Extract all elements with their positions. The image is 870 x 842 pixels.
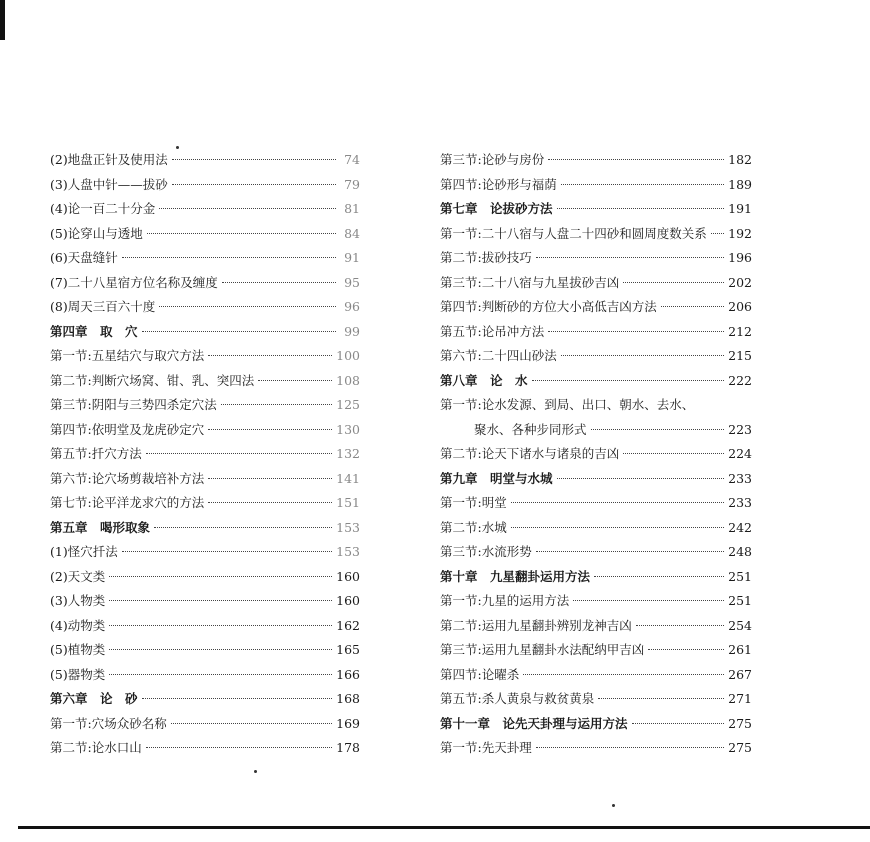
toc-title: 第七章 论拔砂方法	[440, 201, 553, 216]
toc-dot-leader	[532, 380, 725, 381]
toc-dot-leader	[636, 625, 724, 626]
toc-page-number: 168	[336, 691, 360, 706]
toc-dot-leader	[548, 159, 724, 160]
toc-dot-leader	[661, 306, 724, 307]
toc-page-number: 202	[728, 274, 752, 290]
toc-entry-row	[50, 712, 360, 737]
toc-dot-leader	[536, 747, 724, 748]
toc-dot-leader	[623, 282, 724, 283]
toc-dot-leader	[208, 502, 332, 503]
toc-entry-row	[440, 393, 752, 418]
page-bottom-rule	[18, 826, 870, 829]
toc-page-number: 192	[728, 225, 752, 241]
toc-page-number: 108	[336, 372, 360, 388]
toc-dot-leader	[109, 625, 332, 626]
toc-entry-row	[50, 418, 360, 443]
toc-chapter-row	[440, 712, 752, 737]
toc-dot-leader	[222, 282, 336, 283]
toc-dot-leader	[122, 257, 336, 258]
toc-title: 第四节:论曜杀	[440, 666, 520, 682]
toc-dot-leader	[623, 453, 724, 454]
toc-title: 第十章 九星翻卦运用方法	[440, 568, 591, 584]
toc-title: (7)二十八星宿方位名称及缠度	[50, 274, 218, 290]
toc-title: 第二节:论天下诸水与诸泉的吉凶	[440, 446, 620, 461]
toc-dot-leader	[109, 576, 332, 577]
toc-entry-row	[50, 173, 360, 198]
toc-title: 第三节:运用九星翻卦水法配纳甲吉凶	[440, 642, 645, 657]
toc-dot-leader	[557, 478, 725, 479]
toc-title: (6)天盘缝针	[50, 250, 118, 265]
toc-title: 第六章 论 砂	[50, 691, 138, 706]
toc-entry-row	[50, 736, 360, 761]
toc-title: 第六节:论穴场剪裁培补方法	[50, 470, 205, 486]
toc-dot-leader	[711, 233, 724, 234]
toc-title: 第二节:水城	[440, 519, 507, 535]
toc-dot-leader	[594, 576, 724, 577]
toc-title: 第二节:论水口山	[50, 740, 142, 755]
toc-page-number: 165	[336, 642, 360, 657]
toc-page-number: 242	[728, 519, 752, 535]
toc-title: 第四章 取 穴	[50, 323, 138, 339]
toc-page-number: 96	[344, 299, 360, 314]
toc-entry-row	[50, 148, 360, 173]
toc-entry-row	[440, 638, 752, 663]
scan-edge-mark	[0, 0, 5, 40]
toc-entry-row	[440, 246, 752, 271]
toc-entry-row	[50, 614, 360, 639]
toc-page-number: 191	[728, 201, 752, 216]
toc-title: (5)植物类	[50, 642, 106, 657]
toc-page-number: 233	[728, 470, 752, 486]
toc-title: 第五节:杀人黄泉与救贫黄泉	[440, 691, 595, 706]
toc-entry-row	[440, 540, 752, 565]
toc-title: 第一节:九星的运用方法	[440, 593, 570, 608]
toc-entry-row	[440, 173, 752, 198]
toc-entry-row	[440, 271, 752, 296]
toc-page-number: 91	[344, 250, 360, 265]
toc-page-number: 84	[344, 225, 360, 241]
toc-right-column	[440, 148, 752, 761]
toc-page-number: 178	[336, 740, 360, 755]
toc-title: (8)周天三百六十度	[50, 299, 156, 314]
toc-page-number: 166	[336, 666, 360, 682]
toc-entry-row	[440, 491, 752, 516]
toc-entry-row	[50, 491, 360, 516]
toc-dot-leader	[632, 723, 725, 724]
toc-entry-row	[50, 246, 360, 271]
toc-entry-row	[50, 589, 360, 614]
toc-chapter-row	[440, 369, 752, 394]
toc-entry-row	[50, 344, 360, 369]
toc-dot-leader	[511, 527, 724, 528]
toc-page-number: 95	[344, 274, 360, 290]
toc-page-number: 81	[344, 201, 360, 216]
toc-page-number: 160	[336, 568, 360, 584]
toc-dot-leader	[561, 355, 724, 356]
toc-entry-row	[50, 442, 360, 467]
toc-title: 第四节:依明堂及龙虎砂定穴	[50, 421, 205, 437]
toc-page-number: 189	[728, 176, 752, 192]
toc-entry-row	[440, 295, 752, 320]
toc-entry-row	[50, 222, 360, 247]
toc-title: 第五节:扦穴方法	[50, 446, 142, 461]
toc-page-number: 151	[336, 495, 360, 510]
toc-dot-leader	[598, 698, 724, 699]
toc-page-number: 248	[728, 544, 752, 559]
toc-chapter-row	[440, 197, 752, 222]
toc-dot-leader	[147, 233, 336, 234]
toc-entry-row	[50, 638, 360, 663]
toc-entry-row	[50, 663, 360, 688]
toc-title: (5)器物类	[50, 666, 106, 682]
toc-title: (2)天文类	[50, 568, 106, 584]
toc-page-number: 162	[336, 617, 360, 633]
toc-entry-row	[440, 589, 752, 614]
toc-page-number: 206	[728, 299, 752, 314]
toc-dot-leader	[154, 527, 332, 528]
toc-title: 第二节:拔砂技巧	[440, 250, 532, 265]
toc-entry-row	[440, 344, 752, 369]
toc-dot-leader	[208, 355, 332, 356]
toc-dot-leader	[122, 551, 332, 552]
toc-chapter-row	[50, 320, 360, 345]
toc-page-number: 271	[728, 691, 752, 706]
toc-page-number: 99	[344, 323, 360, 339]
toc-dot-leader	[523, 674, 724, 675]
scan-speck	[612, 804, 615, 807]
toc-title: 第九章 明堂与水城	[440, 470, 553, 486]
toc-title: 第三节:二十八宿与九星拔砂吉凶	[440, 274, 620, 290]
toc-title: (4)论一百二十分金	[50, 201, 156, 216]
toc-entry-row	[440, 516, 752, 541]
toc-page-number: 100	[336, 348, 360, 363]
toc-page-number: 251	[728, 593, 752, 608]
toc-page-number: 196	[728, 250, 752, 265]
toc-page-number: 79	[344, 176, 360, 192]
toc-title: 第一节:先天卦理	[440, 740, 532, 755]
toc-page-number: 153	[336, 519, 360, 535]
toc-page-number: 130	[336, 421, 360, 437]
toc-entry-row	[440, 418, 752, 443]
toc-title: 第一节:论水发源、到局、出口、朝水、去水、	[440, 397, 695, 412]
toc-title: 第三节:阴阳与三势四杀定穴法	[50, 397, 217, 412]
toc-dot-leader	[142, 331, 336, 332]
toc-entry-row	[440, 148, 752, 173]
toc-entry-row	[50, 271, 360, 296]
toc-title: 第三节:论砂与房份	[440, 152, 545, 167]
toc-dot-leader	[557, 208, 725, 209]
toc-dot-leader	[648, 649, 724, 650]
toc-dot-leader	[258, 380, 332, 381]
toc-dot-leader	[109, 649, 332, 650]
toc-page-number: 254	[728, 617, 752, 633]
toc-page-number: 132	[336, 446, 360, 461]
toc-title: 第一节:五星结穴与取穴方法	[50, 348, 205, 363]
toc-page-number: 222	[728, 372, 752, 388]
toc-title: (3)人物类	[50, 593, 106, 608]
toc-dot-leader	[159, 306, 336, 307]
toc-dot-leader	[208, 478, 332, 479]
toc-title: 第十一章 论先天卦理与运用方法	[440, 715, 628, 731]
toc-entry-row	[50, 369, 360, 394]
toc-page-number: 153	[336, 544, 360, 559]
toc-title: 聚水、各种步同形式	[474, 421, 587, 437]
toc-title: 第四节:判断砂的方位大小高低吉凶方法	[440, 299, 657, 314]
toc-chapter-row	[50, 516, 360, 541]
toc-dot-leader	[561, 184, 724, 185]
toc-dot-leader	[208, 429, 332, 430]
toc-title: (5)论穿山与透地	[50, 225, 143, 241]
toc-entry-row	[440, 736, 752, 761]
toc-page-number: 261	[728, 642, 752, 657]
toc-dot-leader	[221, 404, 332, 405]
toc-dot-leader	[146, 747, 332, 748]
toc-title: 第五节:论吊冲方法	[440, 323, 545, 339]
toc-dot-leader	[142, 698, 333, 699]
toc-chapter-row	[50, 687, 360, 712]
scan-speck	[254, 770, 257, 773]
toc-title: 第五章 喝形取象	[50, 519, 151, 535]
toc-page-number: 215	[728, 348, 752, 363]
toc-dot-leader	[109, 600, 332, 601]
toc-dot-leader	[591, 429, 725, 430]
toc-dot-leader	[159, 208, 336, 209]
toc-page-number: 141	[336, 470, 360, 486]
toc-title: (4)动物类	[50, 617, 106, 633]
toc-title: (1)怪穴扦法	[50, 544, 118, 559]
toc-page-number: 224	[728, 446, 752, 461]
toc-title: 第三节:水流形势	[440, 544, 532, 559]
toc-entry-row	[440, 222, 752, 247]
toc-page-number: 267	[728, 666, 752, 682]
toc-title: 第八章 论 水	[440, 372, 528, 388]
toc-page-number: 125	[336, 397, 360, 412]
toc-title: 第四节:论砂形与福荫	[440, 176, 557, 192]
toc-page-number: 223	[728, 421, 752, 437]
toc-dot-leader	[573, 600, 724, 601]
toc-dot-leader	[172, 159, 336, 160]
toc-page-number: 251	[728, 568, 752, 584]
toc-entry-row	[50, 295, 360, 320]
toc-title: 第七节:论平洋龙求穴的方法	[50, 495, 205, 510]
toc-entry-row	[50, 467, 360, 492]
toc-dot-leader	[172, 184, 336, 185]
toc-dot-leader	[109, 674, 332, 675]
toc-page-number: 275	[728, 740, 752, 755]
toc-dot-leader	[548, 331, 724, 332]
toc-title: 第六节:二十四山砂法	[440, 348, 557, 363]
toc-title: 第一节:穴场众砂名称	[50, 715, 167, 731]
toc-page-number: 169	[336, 715, 360, 731]
toc-page-number: 182	[728, 152, 752, 167]
toc-page-number: 233	[728, 495, 752, 510]
toc-title: 第一节:二十八宿与人盘二十四砂和圆周度数关系	[440, 225, 707, 241]
toc-dot-leader	[536, 257, 724, 258]
toc-title: 第二节:运用九星翻卦辨别龙神吉凶	[440, 617, 632, 633]
toc-dot-leader	[171, 723, 332, 724]
toc-entry-row	[440, 320, 752, 345]
toc-chapter-row	[440, 467, 752, 492]
toc-page-number: 212	[728, 323, 752, 339]
toc-entry-row	[50, 393, 360, 418]
toc-page-number: 74	[344, 152, 360, 167]
toc-entry-row	[440, 614, 752, 639]
toc-entry-row	[50, 540, 360, 565]
toc-entry-row	[440, 687, 752, 712]
toc-entry-row	[50, 197, 360, 222]
toc-dot-leader	[536, 551, 724, 552]
toc-title: 第一节:明堂	[440, 495, 507, 510]
toc-page-number: 275	[728, 715, 752, 731]
toc-page-number: 160	[336, 593, 360, 608]
toc-entry-row	[440, 663, 752, 688]
toc-entry-row	[440, 442, 752, 467]
toc-dot-leader	[511, 502, 724, 503]
toc-dot-leader	[146, 453, 332, 454]
toc-chapter-row	[440, 565, 752, 590]
toc-entry-row	[50, 565, 360, 590]
toc-title: (2)地盘正针及使用法	[50, 152, 168, 167]
toc-title: 第二节:判断穴场窝、钳、乳、突四法	[50, 372, 255, 388]
toc-title: (3)人盘中针——拔砂	[50, 176, 168, 192]
toc-left-column	[50, 148, 360, 761]
